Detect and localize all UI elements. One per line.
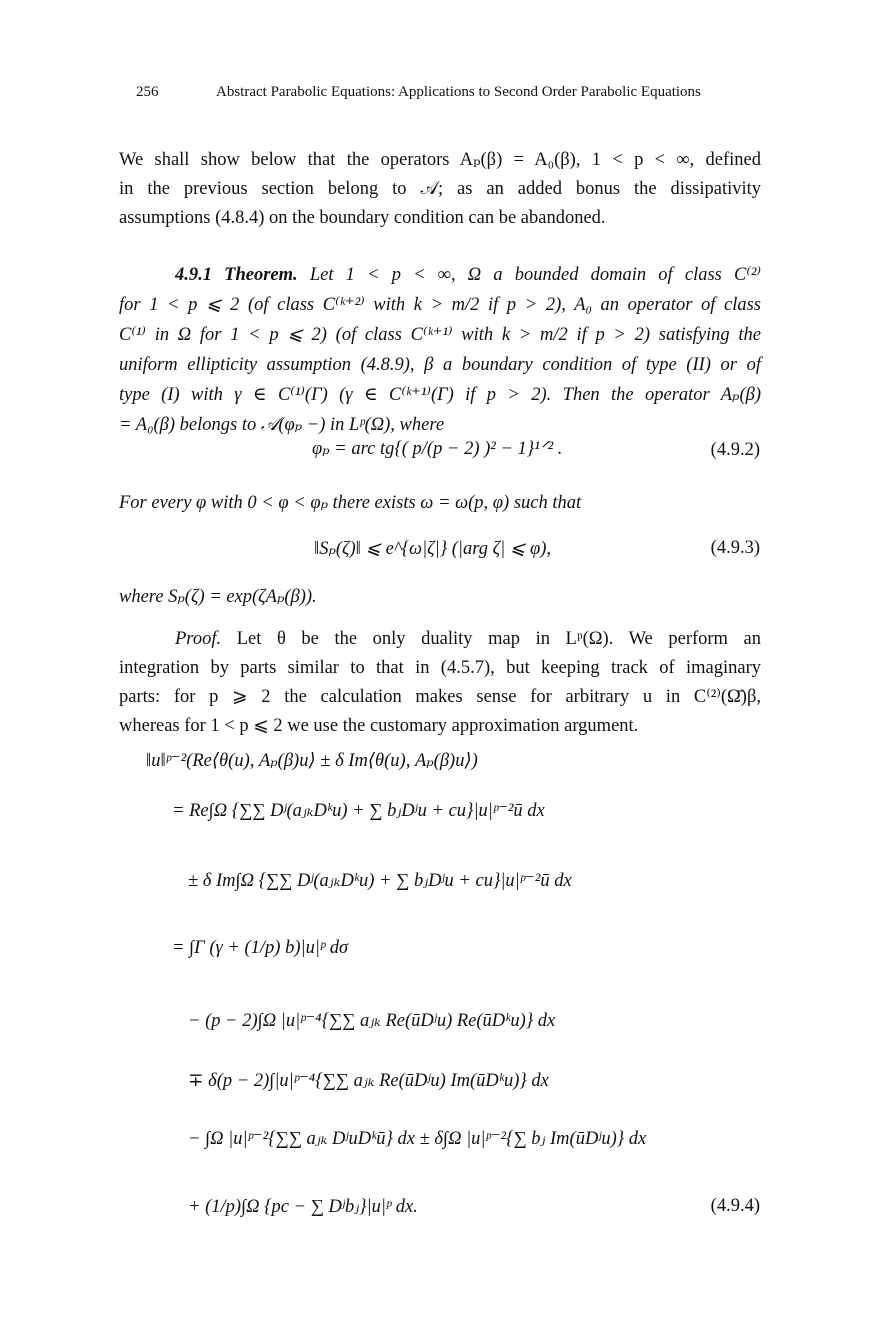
equation-number: (4.9.4): [710, 1196, 760, 1216]
theorem-line: uniform ellipticity assumption (4.8.9), β a boundary condition of type (II) or of: [119, 355, 761, 375]
derivation-line: = ∫Γ (γ + (1/p) b)|u|ᵖ dσ: [172, 938, 349, 958]
proof-line: integration by parts similar to that in (4.5.7), but keeping track of imaginary: [119, 658, 761, 678]
intro-line: assumptions (4.8.4) on the boundary condition can be abandoned.: [119, 208, 606, 228]
proof-label: Proof.: [175, 629, 222, 649]
theorem-line: for 1 < p ⩽ 2 (of class C⁽ᵏ⁺²⁾ with k > m/2 if p > 2), A₀ an operator of class: [119, 295, 761, 315]
equation-4-9-2: φₚ = arc tg{( p/(p − 2) )² − 1}¹ᐟ² .: [312, 439, 563, 459]
derivation-line: − ∫Ω |u|ᵖ⁻²{∑∑ aⱼₖ DʲuDᵏū} dx ± δ∫Ω |u|ᵖ⁻²{∑ bⱼ Im(ūDʲu)} dx: [188, 1129, 647, 1149]
theorem-continuation: [119, 488, 761, 518]
theorem-statement: [119, 260, 761, 440]
equation-number: (4.9.2): [710, 440, 760, 460]
theorem-line: where Sₚ(ζ) = exp(ζAₚ(β)).: [119, 587, 317, 607]
theorem-line: [119, 260, 761, 290]
derivation-line: − (p − 2)∫Ω |u|ᵖ⁻⁴{∑∑ aⱼₖ Re(ūDʲu) Re(ūDᵏu)} dx: [188, 1011, 556, 1031]
page-number: 256: [136, 84, 159, 100]
theorem-number: 4.9.1: [175, 265, 212, 285]
intro-line: in the previous section belong to 𝒜; as an added bonus the dissipativity: [119, 179, 761, 199]
theorem-line: For every φ with 0 < φ < φₚ there exists ω = ω(p, φ) such that: [119, 493, 582, 513]
proof-text: Let θ be the only duality map in Lᵖ(Ω). We perform an: [236, 629, 762, 649]
theorem-label: Theorem.: [224, 265, 298, 285]
proof-paragraph: [119, 625, 761, 741]
theorem-line: = A₀(β) belongs to 𝒜(φₚ −) in Lᵖ(Ω), where: [119, 415, 445, 435]
derivation-line: ± δ Im∫Ω {∑∑ Dʲ(aⱼₖDᵏu) + ∑ bⱼDʲu + cu}|u|ᵖ⁻²ū dx: [188, 871, 572, 891]
theorem-continuation: [119, 582, 761, 612]
derivation-line: ∓ δ(p − 2)∫|u|ᵖ⁻⁴{∑∑ aⱼₖ Re(ūDʲu) Im(ūDᵏu)} dx: [188, 1071, 549, 1091]
derivation-line: ‖u‖ᵖ⁻²(Re⟨θ(u), Aₚ(β)u⟩ ± δ Im⟨θ(u), Aₚ(β)u⟩): [146, 751, 478, 771]
derivation-line: = Re∫Ω {∑∑ Dʲ(aⱼₖDᵏu) + ∑ bⱼDʲu + cu}|u|ᵖ⁻²ū dx: [172, 801, 545, 821]
equation-4-9-3: ‖Sₚ(ζ)‖ ⩽ e^{ω|ζ|} (|arg ζ| ⩽ φ),: [314, 539, 551, 559]
derivation-line: + (1/p)∫Ω {pc − ∑ Dʲbⱼ}|u|ᵖ dx.: [188, 1197, 418, 1217]
intro-paragraph: [119, 146, 761, 233]
equation-number: (4.9.3): [710, 538, 760, 558]
theorem-text: Let 1 < p < ∞, Ω a bounded domain of class C⁽²⁾: [309, 265, 762, 285]
running-title: Abstract Parabolic Equations: Applications to Second Order Parabolic Equations: [216, 84, 701, 100]
proof-line: parts: for p ⩾ 2 the calculation makes sense for arbitrary u in C⁽²⁾(Ω̄)β,: [119, 687, 761, 707]
proof-line: [119, 625, 761, 654]
theorem-line: type (I) with γ ∈ C⁽¹⁾(Γ) (γ ∈ C⁽ᵏ⁺¹⁾(Γ) if p > 2). Then the operator Aₚ(β): [119, 385, 761, 405]
intro-line: We shall show below that the operators Aₚ(β) = A₀(β), 1 < p < ∞, defined: [119, 150, 761, 170]
proof-line: whereas for 1 < p ⩽ 2 we use the customary approximation argument.: [119, 716, 639, 736]
theorem-line: C⁽¹⁾ in Ω for 1 < p ⩽ 2) (of class C⁽ᵏ⁺¹⁾ with k > m/2 if p > 2) satisfying the: [119, 325, 761, 345]
